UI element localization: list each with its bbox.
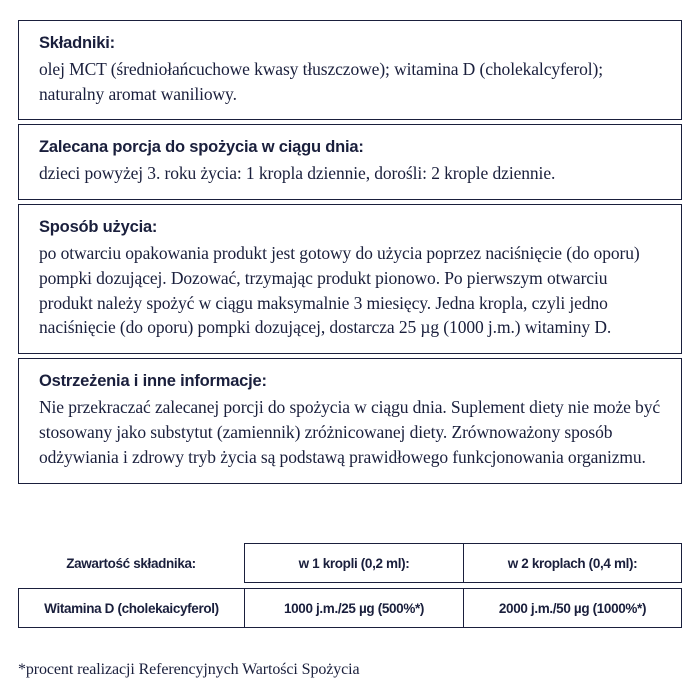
panel-ostrzezenia xyxy=(18,358,682,483)
information-panels xyxy=(18,20,682,488)
panel-body-skladniki: olej MCT (średniołańcuchowe kwasy tłuszczowe); witamina D (cholekalcyferol); naturalny aromat waniliowy. xyxy=(39,58,604,104)
panel-heading-skladniki: Składniki: xyxy=(39,34,115,52)
nutrition-table xyxy=(18,543,682,628)
panel-skladniki xyxy=(18,20,682,120)
table-row-label: Witamina D (cholekaicyferol) xyxy=(18,588,244,628)
footnote-reference-values: *procent realizacji Referencyjnych Wartości Spożycia xyxy=(18,661,360,678)
panel-heading-zalecana-porcja: Zalecana porcja do spożycia w ciągu dnia: xyxy=(39,138,364,157)
table-row xyxy=(18,588,682,628)
table-column-header-2: w 2 kroplach (0,4 ml): xyxy=(463,543,682,583)
table-header-row xyxy=(18,543,682,583)
panel-zalecana-porcja xyxy=(18,124,682,200)
panel-sposob-uzycia xyxy=(18,204,682,354)
table-column-header-1: w 1 kropli (0,2 ml): xyxy=(244,543,463,583)
panel-body-ostrzezenia: Nie przekraczać zalecanej porcji do spożycia w ciągu dnia. Suplement diety nie może być stosowany jako substytut (zamiennik) zróżnicowanej diety. Zrównoważony sposób odżywiania i zdrowy tryb życia są podstawą prawidłowego funkcjonowania organizmu. xyxy=(39,396,661,467)
panel-body-zalecana-porcja: dzieci powyżej 3. roku życia: 1 kropla dziennie, dorośli: 2 krople dziennie. xyxy=(39,163,556,184)
panel-body-sposob-uzycia: po otwarciu opakowania produkt jest gotowy do użycia poprzez naciśnięcie (do oporu) pompki dozującej. Dozować, trzymając produkt pionowo. Po pierwszym otwarciu produkt należy spożyć w ciągu maksymalnie 3 miesięcy. Jedna kropla, czyli jedno naciśnięcie (do oporu) pompki dozującej, dostarcza 25 µg (1000 j.m.) witaminy D. xyxy=(39,242,640,338)
panel-heading-sposob-uzycia: Sposób użycia: xyxy=(39,218,158,237)
table-row-value-2: 2000 j.m./50 µg (1000%*) xyxy=(463,588,682,628)
nutrition-table-wrapper xyxy=(18,543,682,628)
table-corner-label: Zawartość składnika: xyxy=(66,555,196,571)
table-row-value-1: 1000 j.m./25 µg (500%*) xyxy=(244,588,463,628)
panel-heading-ostrzezenia: Ostrzeżenia i inne informacje: xyxy=(39,372,267,391)
